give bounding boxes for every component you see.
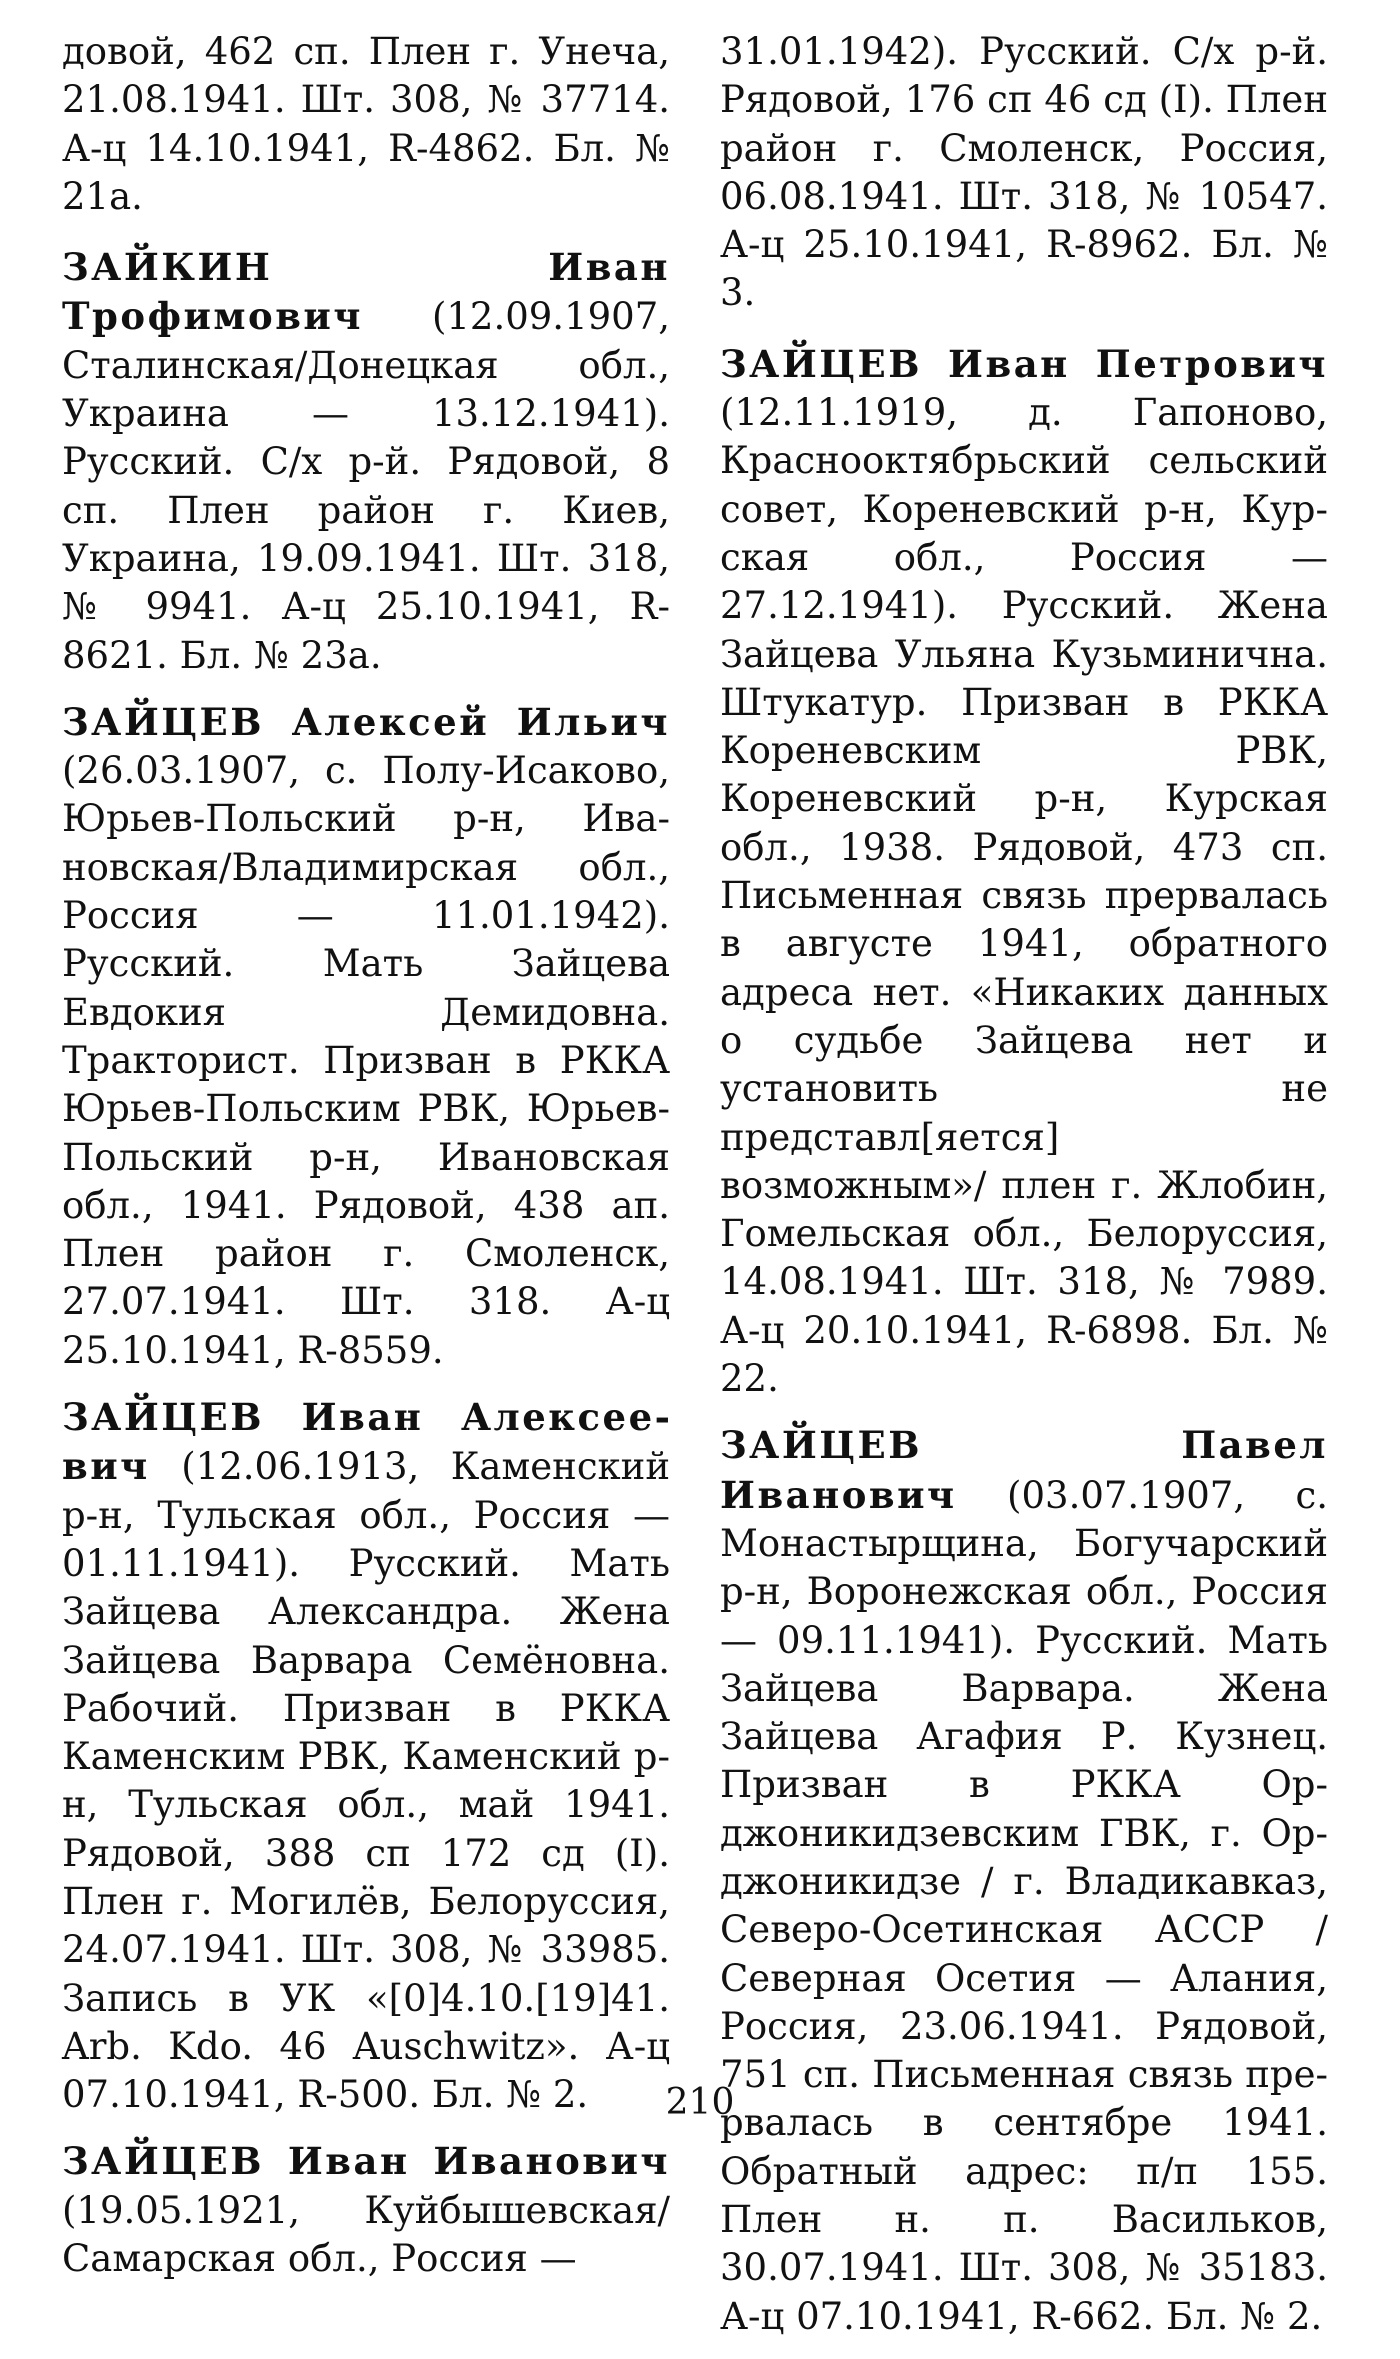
entry-text: (26.03.1907, с. Полу-Исаково, Юрьев-Польский р-н, Ивановская/Владимирская обл., Россия — 11.01.1942). Русский. Мать Зайцева Евдокия Демидовна. Тракторист. Призван в РККА Юрьев-Польским РВК, Юрьев-Польский р-н, Ивановская обл., 1941. Рядовой, 438 ап. Плен район г. Смоленск, 27.07.1941. Шт. 318. А-ц 25.10.1941, R-8559.: [62, 749, 670, 1372]
page-number: 210: [665, 2082, 735, 2123]
entry-zaitsev-ivan-alekseevich: [62, 1393, 670, 2119]
entry-zaitsev-ivan-ivanovich: [62, 2137, 670, 2283]
entry-zaitsev-ivan-petrovich: [720, 340, 1328, 1404]
entry-continuation: [720, 28, 1328, 318]
entry-name: ЗАЙЦЕВ Иван Алексеевич: [62, 1395, 670, 1489]
entry-zaikin-ivan-trofimovich: [62, 243, 670, 680]
entry-zaitsev-aleksei-ilich: [62, 698, 670, 1375]
entry-name: ЗАЙЦЕВ Иван Иванович: [62, 2139, 670, 2184]
entry-text: (12.09.1907, Сталинская/Донецкая обл., Украина — 13.12.1941). Русский. С/х р-й. Рядовой, 8 сп. Плен район г. Киев, Украина, 19.09.1941. Шт. 318, № 9941. А-ц 25.10.1941, R-8621. Бл. № 23а.: [62, 295, 670, 677]
entry-name: ЗАЙЦЕВ Иван Петрович: [720, 341, 1328, 386]
right-column: [720, 28, 1328, 2359]
entry-text: 31.01.1942). Русский. С/х р-й. Рядовой, 176 сп 46 сд (I). Плен район г. Смоленск, Россия, 06.08.1941. Шт. 318, № 10547. А-ц 25.10.1941, R-8962. Бл. № 3.: [720, 30, 1328, 315]
entry-text: (12.06.1913, Каменский р-н, Тульская обл., Россия — 01.11.1941). Русский. Мать Зайцева Александра. Жена Зайцева Варвара Семёновна. Рабочий. Призван в РККА Каменским РВК, Каменский р-н, Тульская обл., май 1941. Рядовой, 388 сп 172 сд (I). Плен г. Могилёв, Белоруссия, 24.07.1941. Шт. 308, № 33985. Запись в УК «[0]4.10.[19]41. Arb. Kdo. 46 Auschwitz». А-ц 07.10.1941, R-500. Бл. № 2.: [62, 1445, 670, 2117]
left-column: [62, 28, 670, 2301]
entry-name: ЗАЙКИН Иван Трофимович: [62, 245, 670, 339]
entry-text: (19.05.1921, Куйбышевская/ Самарская обл., Россия —: [62, 2188, 670, 2281]
entry-name: ЗАЙЦЕВ Алексей Ильич: [62, 699, 670, 744]
entry-zaitsev-pavel-ivanovich: [720, 1421, 1328, 2341]
entry-text: (03.07.1907, с. Монастырщина, Богучарский р-н, Воронежская обл., Россия — 09.11.1941). Русский. Мать Зайцева Варвара. Жена Зайцева Агафия Р. Кузнец. Призван в РККА Орджоникидзевским ГВК, г. Орджоникидзе / г. Владикавказ, Северо-Осетинская АССР / Северная Осетия — Алания, Россия, 23.06.1941. Рядовой, 751 сп. Письменная связь прервалась в сентябре 1941. Обратный адрес: п/п 155. Плен н. п. Васильков, 30.07.1941. Шт. 308, № 35183. А-ц 07.10.1941, R-662. Бл. № 2.: [720, 1473, 1328, 2338]
entry-continuation: [62, 28, 670, 221]
entry-text: (12.11.1919, д. Гапоново, Краснооктябрьский сельский совет, Кореневский р-н, Курская обл., Россия — 27.12.1941). Русский. Жена Зайцева Ульяна Кузьминична. Штукатур. Призван в РККА Кореневским РВК, Кореневский р-н, Курская обл., 1938. Рядовой, 473 сп. Письменная связь прервалась в августе 1941, обратного адреса нет. «Никаких данных о судьбе Зайцева нет и установить не представл[яется] возможным»/ плен г. Жлобин, Гомельская обл., Белоруссия, 14.08.1941. Шт. 318, № 7989. А-ц 20.10.1941, R-6898. Бл. № 22.: [720, 391, 1328, 1401]
entry-name: ЗАЙЦЕВ Павел Иванович: [720, 1423, 1328, 1517]
entry-text: довой, 462 сп. Плен г. Унеча, 21.08.1941. Шт. 308, № 37714. А-ц 14.10.1941, R-4862. Бл. № 21а.: [62, 30, 670, 218]
